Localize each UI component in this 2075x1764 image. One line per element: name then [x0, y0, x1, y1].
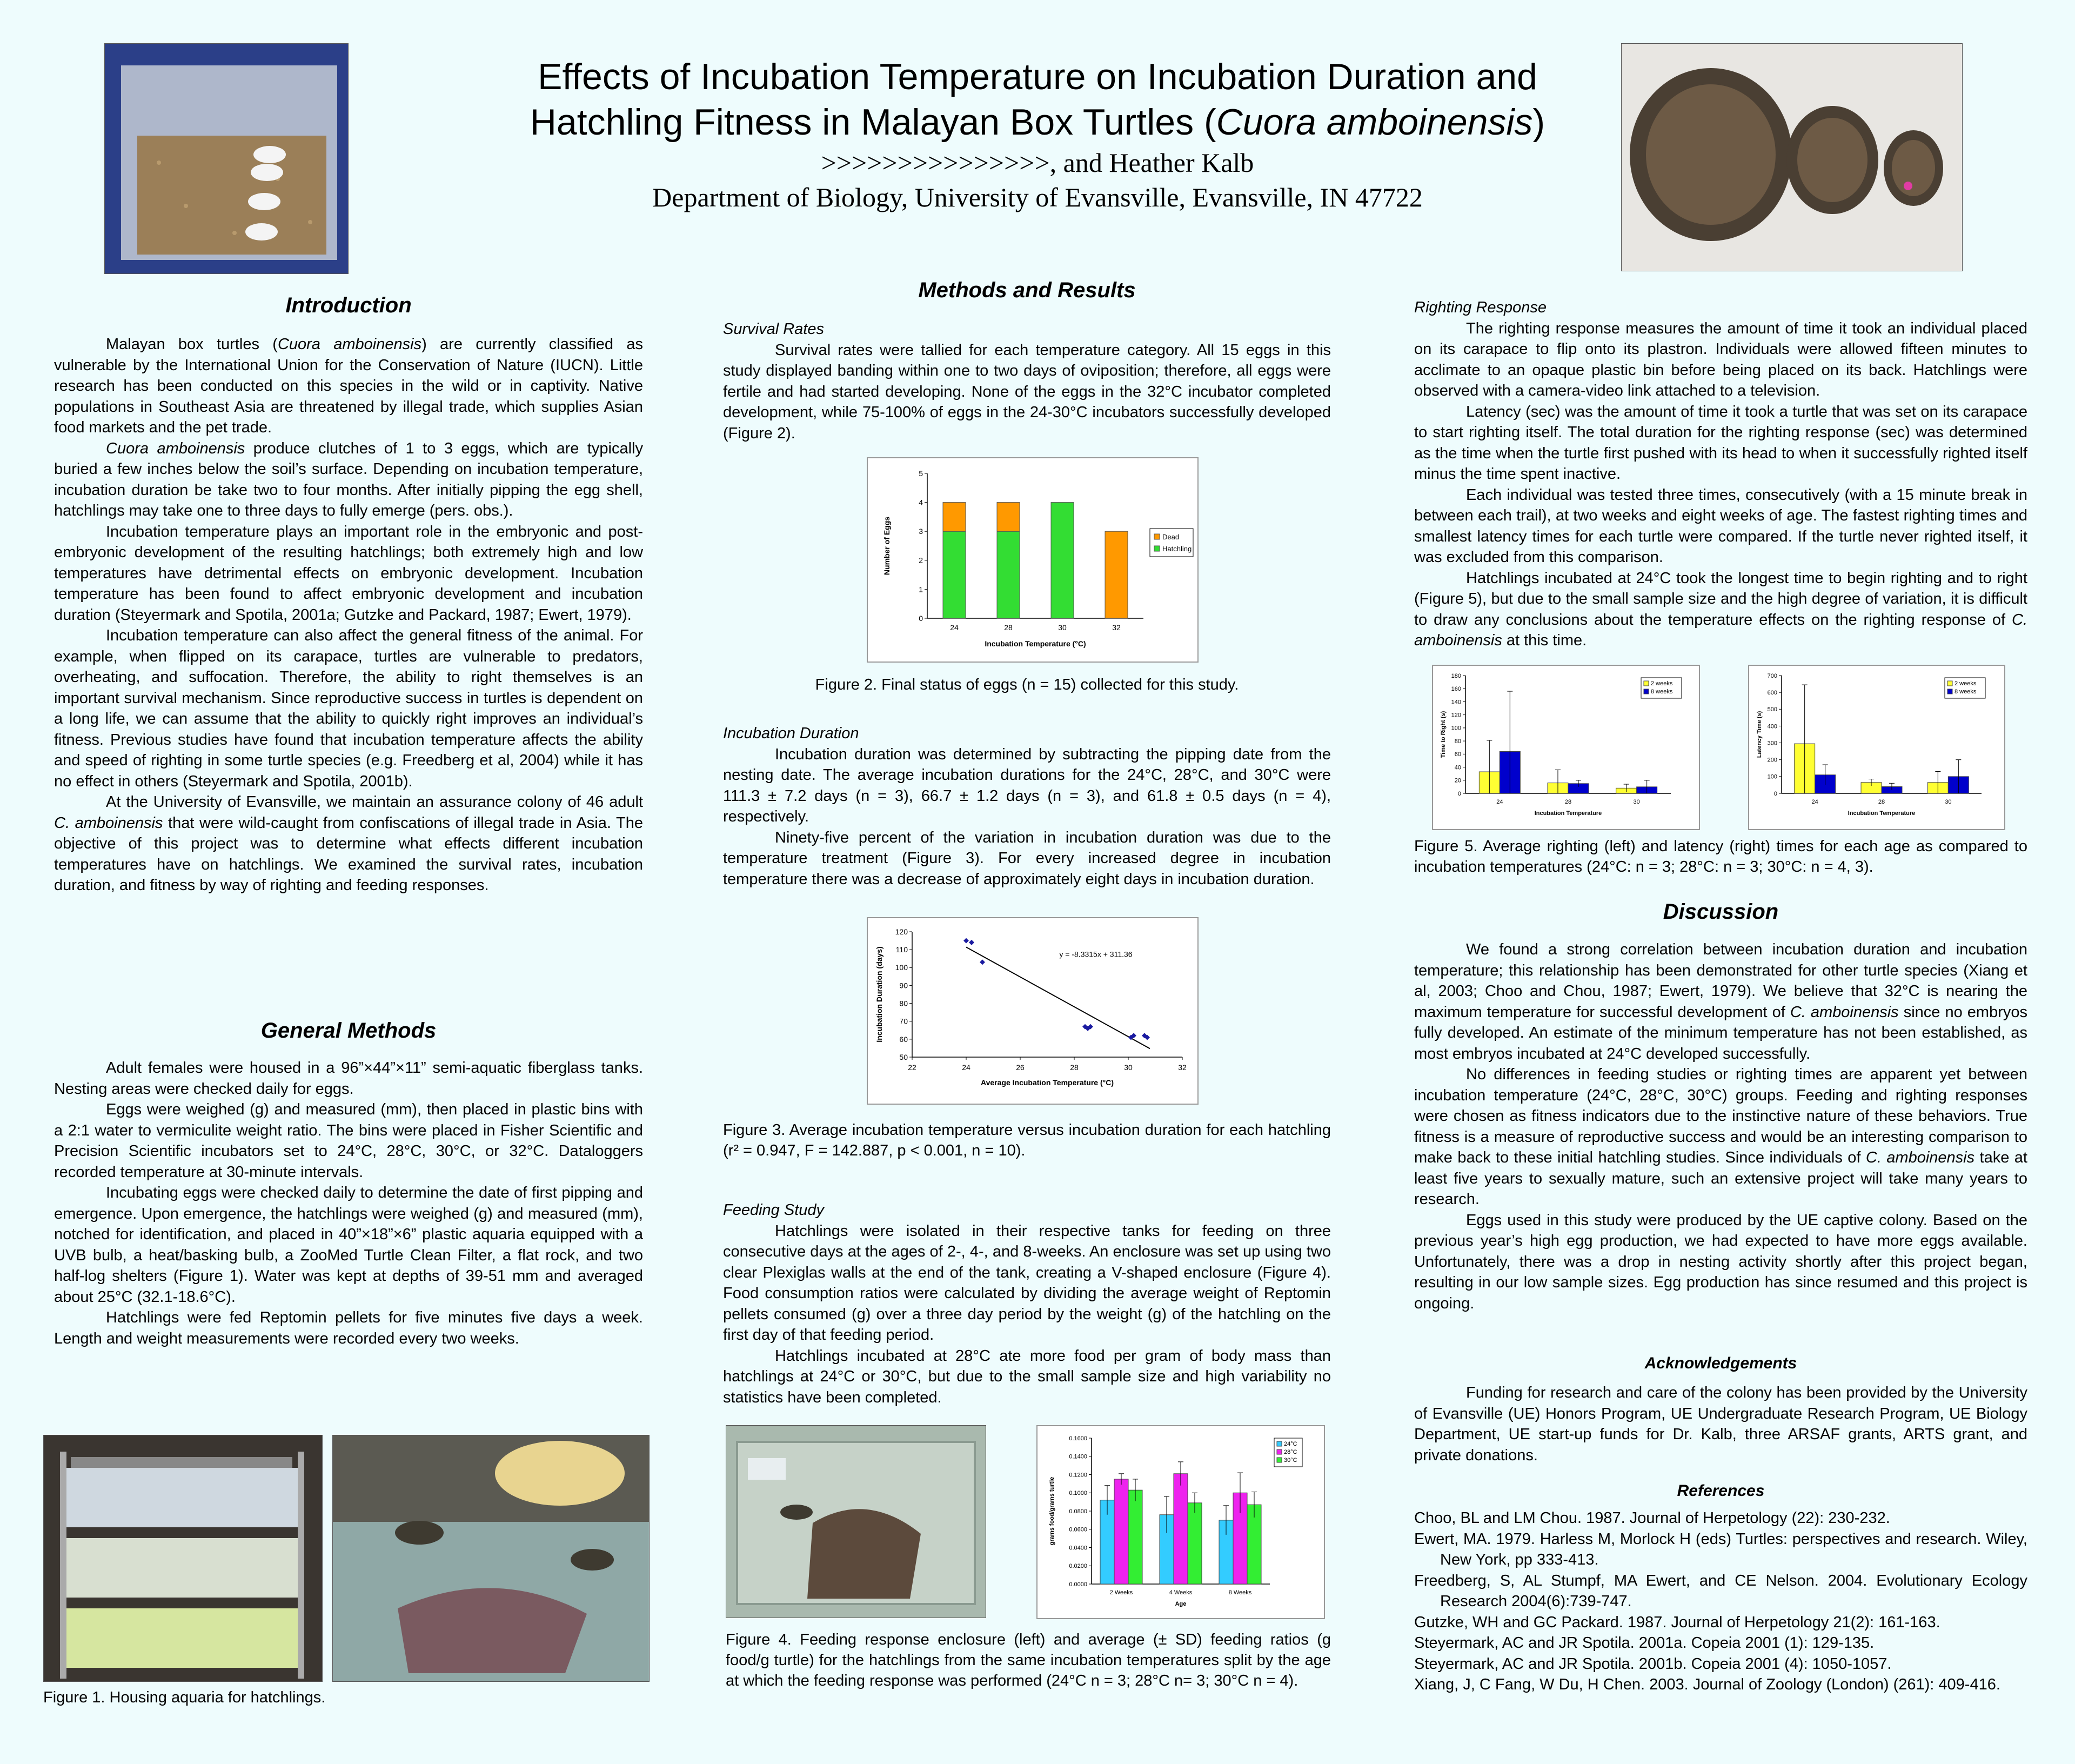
- turtles-photo: [1621, 43, 1963, 271]
- y-tick-label: 0.0200: [1069, 1563, 1087, 1570]
- x-tick-label: 30: [1124, 1063, 1133, 1072]
- x-axis-title: Average Incubation Temperature (°C): [981, 1078, 1114, 1087]
- egg-incubation-photo: [104, 43, 349, 274]
- data-point: [963, 938, 969, 944]
- y-tick-label: 300: [1767, 740, 1777, 747]
- y-axis-title: Latency Time (s): [1756, 711, 1763, 758]
- y-tick-label: 1: [919, 585, 923, 594]
- y-tick-label: 400: [1767, 723, 1777, 730]
- y-tick-label: 0: [1457, 790, 1461, 797]
- x-tick-label: 2 Weeks: [1109, 1589, 1133, 1596]
- legend-label: 30°C: [1284, 1457, 1297, 1464]
- reference-item: Choo, BL and LM Chou. 1987. Journal of Herpetology (22): 230-232.: [1414, 1509, 1890, 1527]
- feeding-paragraph-2: Hatchlings incubated at 28°C ate more food per gram of body mass than hatchlings at 24°C or 30°C, but due to the small sample size and high variability no statistics have been completed.: [723, 1347, 1331, 1406]
- bar-dead: [997, 503, 1020, 532]
- y-tick-label: 3: [919, 527, 923, 536]
- y-tick-label: 180: [1451, 672, 1461, 679]
- authors: >>>>>>>>>>>>>>>, and Heather Kalb: [821, 148, 1254, 178]
- survival-section: [723, 319, 1331, 444]
- y-tick-label: 0.1200: [1069, 1472, 1087, 1479]
- poster-title: [378, 54, 1697, 145]
- figure-4-chart: [1036, 1425, 1325, 1619]
- legend-swatch: [1644, 689, 1649, 694]
- x-tick-label: 32: [1178, 1063, 1187, 1072]
- discussion-p1-end: since no embryos fully developed. An estimate of the minimum temperature has not been established, as most embryos incubated at 24°C developed successfully.: [1414, 1003, 2028, 1063]
- y-tick-label: 20: [1454, 777, 1461, 784]
- x-tick-label: 30: [1633, 799, 1640, 805]
- methods-paragraph-3: Incubating eggs were checked daily to determine the date of first pipping and emergence. Upon emergence, the hatchlings were weighed (g) and measured (mm), notched for identification, and placed in 40”×18”×6” plastic aquaria equipped with a UVB bulb, a heat/basking bulb, a ZooMed Turtle Clean Filter, a flat rock, and two half-log shelters (Figure 1). Water was kept at depths of 39-51 mm and averaged about 25°C (32.1-18.6°C).: [54, 1184, 643, 1306]
- intro-p5-start: At the University of Evansville, we maintain an assurance colony of 46 adult: [106, 793, 643, 811]
- y-tick-label: 80: [899, 999, 908, 1008]
- righting-p4-start: Hatchlings incubated at 24°C took the longest time to begin righting and to right (Figure 5), but due to the small sample size and the high degree of variation, it is difficult to draw any conclusions about the temperature effects on the righting response of: [1414, 569, 2027, 629]
- references-heading: References: [1677, 1482, 1765, 1500]
- y-tick-label: 70: [899, 1017, 908, 1026]
- figure-5-righting-chart: [1432, 665, 1700, 830]
- figure-5-caption: Figure 5. Average righting (left) and latency (right) times for each age as compared to incubation temperatures (24°C: n = 3; 28°C: n = 3; 30°C: n = 4, 3).: [1414, 838, 2027, 876]
- y-tick-label: 80: [1454, 738, 1461, 745]
- legend-swatch: [1277, 1441, 1282, 1446]
- righting-section: [1414, 297, 2027, 651]
- righting-p4-species: C. amboinensis: [1414, 611, 2027, 649]
- bar: [1128, 1490, 1142, 1584]
- x-tick-label: 24: [1811, 799, 1818, 805]
- y-tick-label: 700: [1767, 672, 1777, 679]
- y-tick-label: 0.0800: [1069, 1508, 1087, 1515]
- discussion-p2-end: take at least five years to sexually mature, such an extensive project will take many years to research.: [1414, 1149, 2027, 1208]
- bar: [1188, 1503, 1202, 1584]
- intro-p2-text: produce clutches of 1 to 3 eggs, which are typically buried a few inches below the soil’s surface. Depending on incubation temperature, incubation duration be take two to four months. After initially pipping the egg shell, hatchlings may take one to three days to fully emerge (pers. obs.).: [54, 439, 643, 519]
- y-tick-label: 40: [1454, 764, 1461, 771]
- righting-paragraph-4: [1414, 568, 2027, 651]
- legend-label: 24°C: [1284, 1441, 1297, 1447]
- data-point: [980, 959, 985, 965]
- y-tick-label: 140: [1451, 699, 1461, 706]
- y-tick-label: 100: [895, 963, 908, 972]
- y-tick-label: 90: [899, 981, 908, 990]
- legend-swatch: [1947, 681, 1952, 686]
- x-tick-label: 4 Weeks: [1169, 1589, 1193, 1596]
- righting-paragraph-2: Latency (sec) was the amount of time it took a turtle that was set on its carapace to start righting itself. The total duration for the righting response (sec) was determined as the time when the turtle first pushed with its head to when it successfully righted itself minus the time spent inactive.: [1414, 403, 2027, 483]
- legend-label: 2 weeks: [1954, 680, 1977, 687]
- intro-p1-start: Malayan box turtles (: [106, 336, 278, 353]
- feeding-paragraph-1: Hatchlings were isolated in their respective tanks for feeding on three consecutive days at the ages of 2-, 4-, and 8-weeks. An enclosure was set up using two clear Plexiglas walls at the end of the tank, creating a V-shaped enclosure (Figure 4). Food consumption ratios were calculated by dividing the average weight of Reptomin pellets consumed (g) over a three day period by the weight (g) of the hatchling on the first day of that feeding period.: [723, 1222, 1331, 1344]
- reference-item: Gutzke, WH and GC Packard. 1987. Journal of Herpetology 21(2): 161-163.: [1414, 1613, 1940, 1631]
- legend-label: 28°C: [1284, 1449, 1297, 1455]
- bar-dead: [1105, 531, 1128, 618]
- discussion-paragraph-1: [1414, 939, 2027, 1064]
- legend-swatch: [1154, 534, 1160, 539]
- y-tick-label: 120: [895, 927, 908, 936]
- title-line-2-start: Hatchling Fitness in Malayan Box Turtles (: [530, 102, 1216, 143]
- y-tick-label: 2: [919, 556, 923, 565]
- title-species: Cuora amboinensis: [1216, 102, 1533, 143]
- y-tick-label: 100: [1767, 773, 1777, 780]
- intro-paragraph-1: [54, 334, 643, 438]
- x-axis-title: Incubation Temperature: [1534, 810, 1602, 817]
- figure-4-caption: Figure 4. Feeding response enclosure (left) and average (± SD) feeding ratios (g food/g turtle) for the hatchlings from the same incubation temperatures split by the age at which the feeding response was performed (24°C n = 3; 28°C n= 3; 30°C n = 4).: [726, 1631, 1331, 1689]
- y-tick-label: 0: [919, 613, 923, 623]
- title-line-2-end: ): [1532, 102, 1545, 143]
- bar-hatchling: [943, 531, 966, 618]
- feeding-section: [723, 1200, 1331, 1408]
- y-axis-title: Time to Right (s): [1440, 711, 1447, 758]
- y-tick-label: 200: [1767, 757, 1777, 764]
- x-axis-title: Incubation Temperature (°C): [985, 639, 1086, 648]
- y-tick-label: 0.1400: [1069, 1453, 1087, 1460]
- y-axis-title: grams food/grams turtle: [1049, 1476, 1055, 1546]
- title-line-1: Effects of Incubation Temperature on Incubation Duration and: [538, 56, 1537, 97]
- reference-item: Freedberg, S, AL Stumpf, MA Ewert, and CE Nelson. 2004. Evolutionary Ecology Research 2004(6):739-747.: [1414, 1572, 2027, 1610]
- bar-hatchling: [1051, 503, 1074, 618]
- methods-paragraph-4: Hatchlings were fed Reptomin pellets for five minutes five days a week. Length and weight measurements were recorded every two weeks.: [54, 1309, 643, 1347]
- introduction-body: [54, 334, 643, 896]
- references-list: [1414, 1508, 2027, 1695]
- intro-p5-species: C. amboinensis: [54, 814, 163, 832]
- reference-item: Steyermark, AC and JR Spotila. 2001a. Copeia 2001 (1): 129-135.: [1414, 1634, 1875, 1652]
- intro-p2-species: Cuora amboinensis: [106, 439, 245, 457]
- legend-label: 2 weeks: [1651, 680, 1673, 687]
- duration-section: [723, 723, 1331, 890]
- y-tick-label: 0: [1773, 790, 1777, 797]
- discussion-p1-species: C. amboinensis: [1790, 1003, 1899, 1021]
- intro-paragraph-3: Incubation temperature plays an important role in the embryonic and post-embryonic development of the resulting hatchlings; both extremely high and low temperatures have detrimental effects on embryonic development. Incubation temperature has been found to affect embryonic development and incubation duration (Steyermark and Spotila, 2001a; Gutzke and Packard, 1987; Ewert, 1979).: [54, 523, 643, 624]
- trendline: [966, 947, 1150, 1048]
- y-tick-label: 500: [1767, 706, 1777, 713]
- housing-aquaria-photo-rack: [43, 1435, 323, 1682]
- discussion-p1-start: We found a strong correlation between incubation duration and incubation temperature; this relationship has been demonstrated for other turtle species (Xiang et al, 2003; Choo and Chou, 1987; Ewert, 1979). We believe that 32°C is nearing the maximum temperature for successful development of: [1414, 941, 2027, 1021]
- righting-paragraph-3: Each individual was tested three times, consecutively (with a 15 minute break in between each trail), at two weeks and eight weeks of age. The fastest righting times and smallest latency times for each turtle were compared. If the turtle never righted itself, it was excluded from this comparison.: [1414, 486, 2027, 566]
- x-tick-label: 8 Weeks: [1228, 1589, 1252, 1596]
- introduction-heading: Introduction: [285, 293, 412, 317]
- y-tick-label: 600: [1767, 689, 1777, 696]
- methods-paragraph-2: Eggs were weighed (g) and measured (mm), then placed in plastic bins with a 2:1 water to vermiculite weight ratio. The bins were placed in Fisher Scientific and Precision Scientific incubators set to 24°C, 28°C, 30°C, or 32°C. Dataloggers recorded temperature at 30-minute intervals.: [54, 1101, 643, 1181]
- y-tick-label: 0.0000: [1069, 1581, 1087, 1588]
- y-tick-label: 5: [919, 469, 923, 478]
- y-tick-label: 120: [1451, 712, 1461, 719]
- discussion-paragraph-3: Eggs used in this study were produced by the UE captive colony. Based on the previous year’s high egg production, we had expected to have more eggs available. Unfortunately, there was a drop in nesting activity shortly after this project began, resulting in our low sample sizes. Egg production has since resumed and this project is ongoing.: [1414, 1211, 2027, 1312]
- legend-label: 8 weeks: [1954, 689, 1977, 695]
- x-axis-title: Age: [1175, 1601, 1187, 1607]
- x-tick-label: 24: [950, 623, 959, 632]
- y-tick-label: 110: [895, 945, 908, 954]
- title-line-2: [378, 99, 1697, 145]
- discussion-p2-start: No differences in feeding studies or righting times are apparent yet between incubation temperature (24°C, 28°C, 30°C) groups. Feeding and righting responses were chosen as fitness indicators due to the instinctive nature of these behaviors. True fitness is a measure of reproductive success and would be an interesting comparison to make back to these initial hatchling studies. Since individuals of: [1414, 1066, 2027, 1166]
- legend-swatch: [1947, 689, 1952, 694]
- intro-paragraph-4: Incubation temperature can also affect the general fitness of the animal. For example, when flipped on its carapace, turtles are vulnerable to predators, overheating, and suffocation. Therefore, the ability to right themselves is an important survival mechanism. Since reproductive success in turtles is dependent on a long life, we can assume that the ability to quickly right improves an individual’s fitness. Previous studies have found that incubation temperature affects the ability and speed of righting in some turtle species (e.g. Freedberg et al, 2004) while it has no effect in others (Steyermark and Spotila, 2001b).: [54, 627, 643, 790]
- x-tick-label: 28: [1004, 623, 1013, 632]
- acknowledgements-body: [1414, 1382, 2027, 1466]
- reference-item: Ewert, MA. 1979. Harless M, Morlock H (eds) Turtles: perspectives and research. Wiley, New York, pp 333-413.: [1414, 1530, 2027, 1568]
- acknowledgements-text: Funding for research and care of the colony has been provided by the University of Evansville (UE) Honors Program, UE Undergraduate Research Program, UE Biology Department, UE start-up funds for Dr. Kalb, three ARSAF grants, ARTS grant, and private donations.: [1414, 1384, 2027, 1464]
- feeding-enclosure-photo: [726, 1425, 986, 1618]
- y-axis-title: Incubation Duration (days): [875, 946, 883, 1043]
- intro-p5-end: that were wild-caught from confiscations of illegal trade in Asia. The objective of this project was to determine what effects different incubation temperatures have on hatchlings. We examined the survival rates, incubation duration, and fitness by way of righting and feeding responses.: [54, 814, 643, 894]
- survival-text: Survival rates were tallied for each temperature category. All 15 eggs in this study displayed banding within one to two days of oviposition; therefore, all eggs were fertile and had started developing. None of the eggs in the 32°C incubator completed development, while 75-100% of eggs in the 24-30°C incubators successfully developed (Figure 2).: [723, 341, 1331, 442]
- data-point: [969, 940, 974, 945]
- general-methods-body: [54, 1058, 643, 1349]
- reference-item: Steyermark, AC and JR Spotila. 2001b. Copeia 2001 (4): 1050-1057.: [1414, 1655, 1892, 1673]
- righting-paragraph-1: The righting response measures the amount of time it took an individual placed on its carapace to flip onto its plastron. Individuals were allowed fifteen minutes to acclimate to an opaque plastic bin before being placed on its back. Hatchlings were observed with a camera-video link attached to a television.: [1414, 319, 2027, 399]
- trendline-equation: y = -8.3315x + 311.36: [1059, 950, 1133, 959]
- general-methods-heading: General Methods: [260, 1019, 437, 1043]
- figure-1-caption: Figure 1. Housing aquaria for hatchlings.: [43, 1689, 326, 1706]
- bar: [1174, 1474, 1188, 1584]
- methods-paragraph-1: Adult females were housed in a 96”×44”×11” semi-aquatic fiberglass tanks. Nesting areas were checked daily for eggs.: [54, 1059, 643, 1098]
- intro-p1-species: Cuora amboinensis: [277, 336, 422, 353]
- y-tick-label: 100: [1451, 725, 1461, 732]
- discussion-heading: Discussion: [1663, 900, 1779, 924]
- figure-3-chart: [867, 917, 1199, 1105]
- y-tick-label: 160: [1451, 686, 1461, 693]
- x-tick-label: 28: [1564, 799, 1572, 805]
- intro-paragraph-2: [54, 438, 643, 522]
- legend-label: Dead: [1162, 533, 1180, 541]
- affiliation: Department of Biology, University of Evansville, Evansville, IN 47722: [652, 182, 1423, 212]
- y-tick-label: 4: [919, 498, 923, 507]
- figure-2-chart: [867, 457, 1199, 663]
- x-tick-label: 28: [1878, 799, 1885, 805]
- survival-label: Survival Rates: [723, 320, 824, 338]
- legend-label: 8 weeks: [1651, 689, 1673, 695]
- righting-label: Righting Response: [1414, 299, 1547, 316]
- y-tick-label: 0.1000: [1069, 1490, 1087, 1497]
- methods-results-heading: Methods and Results: [918, 278, 1136, 302]
- legend-swatch: [1277, 1458, 1282, 1462]
- x-tick-label: 24: [962, 1063, 970, 1072]
- feeding-label: Feeding Study: [723, 1201, 825, 1219]
- duration-paragraph-2: Ninety-five percent of the variation in incubation duration was due to the temperature treatment (Figure 3). For every increased degree in incubation temperature there was a decrease of approximately eight days in incubation duration.: [723, 828, 1331, 888]
- legend-swatch: [1154, 546, 1160, 551]
- figure-3-caption: Figure 3. Average incubation temperature versus incubation duration for each hatchling (r² = 0.947, F = 142.887, p < 0.001, n = 10).: [723, 1121, 1331, 1159]
- x-tick-label: 32: [1112, 623, 1121, 632]
- intro-paragraph-5: [54, 792, 643, 896]
- x-tick-label: 30: [1058, 623, 1067, 632]
- discussion-paragraph-2: [1414, 1064, 2027, 1210]
- x-tick-label: 30: [1945, 799, 1952, 805]
- duration-label: Incubation Duration: [723, 725, 859, 742]
- figure-2-caption: Figure 2. Final status of eggs (n = 15) collected for this study.: [815, 676, 1239, 693]
- righting-p4-end: at this time.: [1502, 632, 1587, 649]
- x-tick-label: 24: [1496, 799, 1503, 805]
- acknowledgements-heading: Acknowledgements: [1644, 1354, 1797, 1372]
- reference-item: Xiang, J, C Fang, W Du, H Chen. 2003. Journal of Zoology (London) (261): 409-416.: [1414, 1676, 2000, 1693]
- discussion-p2-species: C. amboinensis: [1865, 1149, 1975, 1166]
- y-tick-label: 0.0600: [1069, 1526, 1087, 1533]
- y-tick-label: 50: [899, 1052, 908, 1061]
- y-tick-label: 0.0400: [1069, 1545, 1087, 1552]
- legend-label: Hatchling: [1162, 545, 1192, 553]
- bar-dead: [943, 503, 966, 532]
- y-tick-label: 0.1600: [1069, 1435, 1087, 1442]
- y-axis-title: Number of Eggs: [882, 516, 891, 576]
- figure-5-latency-chart: [1748, 665, 2005, 830]
- intro-p1-end: ) are currently classified as vulnerable by the International Union for the Conservation of Nature (IUCN). Little research has been conducted on this species in the wild or in captivity. Native populations in Southeast Asia are threatened by illegal trade, which supplies Asian food markets and the pet trade.: [54, 336, 644, 436]
- x-tick-label: 28: [1070, 1063, 1079, 1072]
- legend-swatch: [1644, 681, 1649, 686]
- discussion-body: [1414, 939, 2027, 1314]
- x-axis-title: Incubation Temperature: [1848, 810, 1916, 817]
- x-tick-label: 26: [1016, 1063, 1025, 1072]
- poster-header: [378, 54, 1697, 214]
- legend-swatch: [1277, 1449, 1282, 1454]
- bar: [1114, 1479, 1128, 1584]
- housing-aquaria-photo-tank: [332, 1435, 650, 1682]
- duration-paragraph-1: Incubation duration was determined by subtracting the pipping date from the nesting date. The average incubation durations for the 24°C, 28°C, and 30°C were 111.3 ± 7.2 days (n = 3), 66.7 ± 1.2 days (n = 3), and 61.8 ± 0.5 days (n = 4), respectively.: [723, 745, 1331, 825]
- y-tick-label: 60: [899, 1034, 908, 1044]
- bar-hatchling: [997, 531, 1020, 618]
- x-tick-label: 22: [908, 1063, 916, 1072]
- y-tick-label: 60: [1454, 751, 1461, 758]
